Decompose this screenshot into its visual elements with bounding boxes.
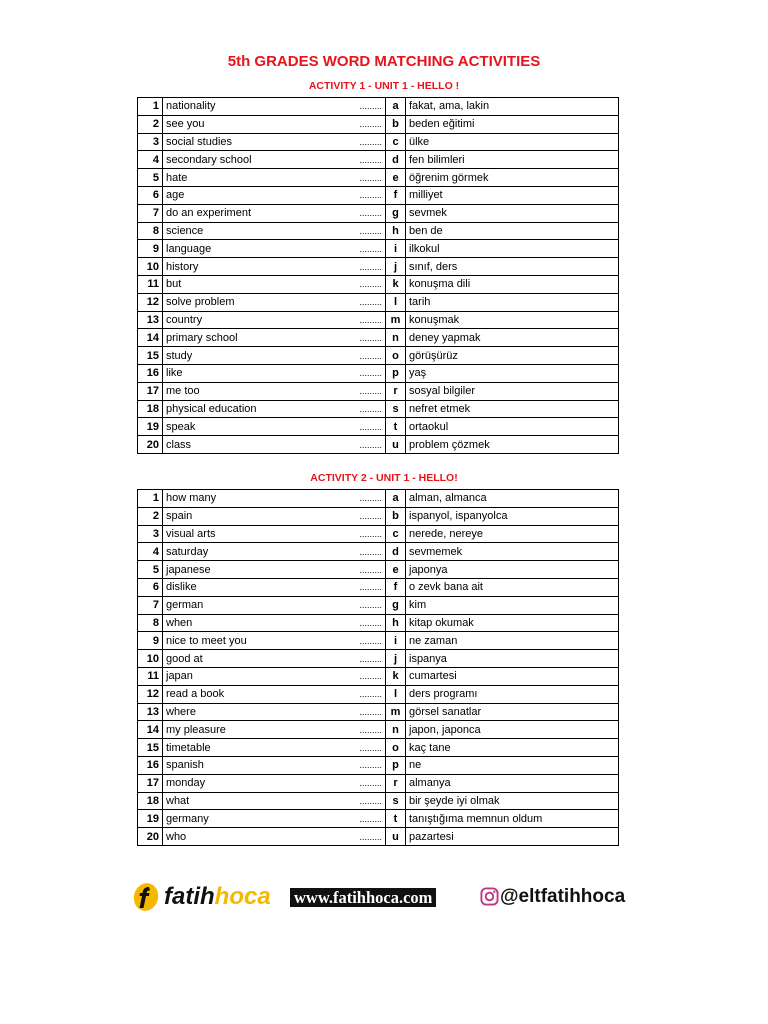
option-letter: f xyxy=(386,186,406,204)
table-row xyxy=(138,774,619,792)
english-word-cell xyxy=(163,258,386,276)
answer-blank[interactable]: ......... xyxy=(359,778,382,789)
english-word: secondary school xyxy=(166,153,252,166)
answer-blank[interactable]: ......... xyxy=(359,706,382,717)
table-row xyxy=(138,400,619,418)
english-word-cell xyxy=(163,204,386,222)
english-word-cell xyxy=(163,578,386,596)
item-number: 8 xyxy=(138,614,163,632)
option-letter: s xyxy=(386,792,406,810)
answer-blank[interactable]: ......... xyxy=(359,617,382,628)
answer-blank[interactable]: ......... xyxy=(359,582,382,593)
answer-blank[interactable]: ......... xyxy=(359,208,382,219)
turkish-meaning: tanıştığıma memnun oldum xyxy=(406,810,619,828)
english-word: dislike xyxy=(166,581,197,594)
english-word-cell xyxy=(163,703,386,721)
english-word-cell xyxy=(163,222,386,240)
answer-blank[interactable]: ......... xyxy=(359,386,382,397)
answer-blank[interactable]: ......... xyxy=(359,101,382,112)
option-letter: o xyxy=(386,739,406,757)
footer-branding xyxy=(130,880,630,916)
english-word: when xyxy=(166,616,193,629)
answer-blank[interactable]: ......... xyxy=(359,243,382,254)
item-number: 16 xyxy=(138,364,163,382)
table-row xyxy=(138,525,619,543)
item-number: 13 xyxy=(138,311,163,329)
option-letter: t xyxy=(386,810,406,828)
answer-blank[interactable]: ......... xyxy=(359,635,382,646)
turkish-meaning: ben de xyxy=(406,222,619,240)
table-row xyxy=(138,650,619,668)
english-word-cell xyxy=(163,650,386,668)
item-number: 1 xyxy=(138,490,163,508)
option-letter: p xyxy=(386,756,406,774)
activity-2-title: ACTIVITY 2 - UNIT 1 - HELLO! xyxy=(310,472,458,484)
table-row xyxy=(138,115,619,133)
item-number: 5 xyxy=(138,169,163,187)
turkish-meaning: problem çözmek xyxy=(406,436,619,454)
table-row xyxy=(138,703,619,721)
table-row xyxy=(138,240,619,258)
option-letter: m xyxy=(386,311,406,329)
turkish-meaning: cumartesi xyxy=(406,667,619,685)
item-number: 6 xyxy=(138,578,163,596)
table-row xyxy=(138,756,619,774)
english-word: age xyxy=(166,189,185,202)
english-word-cell xyxy=(163,347,386,365)
english-word: visual arts xyxy=(166,527,216,540)
table-row xyxy=(138,685,619,703)
turkish-meaning: ispanyol, ispanyolca xyxy=(406,507,619,525)
answer-blank[interactable]: ......... xyxy=(359,528,382,539)
english-word: physical education xyxy=(166,402,257,415)
option-letter: s xyxy=(386,400,406,418)
instagram-icon xyxy=(480,887,499,906)
turkish-meaning: milliyet xyxy=(406,186,619,204)
answer-blank[interactable]: ......... xyxy=(359,261,382,272)
item-number: 17 xyxy=(138,382,163,400)
answer-blank[interactable]: ......... xyxy=(359,511,382,522)
option-letter: b xyxy=(386,507,406,525)
option-letter: h xyxy=(386,222,406,240)
english-word: country xyxy=(166,313,203,326)
english-word: how many xyxy=(166,492,217,505)
english-word: my pleasure xyxy=(166,723,226,736)
table-row xyxy=(138,543,619,561)
answer-blank[interactable]: ......... xyxy=(359,172,382,183)
answer-blank[interactable]: ......... xyxy=(359,742,382,753)
item-number: 9 xyxy=(138,632,163,650)
option-letter: i xyxy=(386,240,406,258)
option-letter: i xyxy=(386,632,406,650)
item-number: 10 xyxy=(138,258,163,276)
option-letter: e xyxy=(386,169,406,187)
option-letter: j xyxy=(386,650,406,668)
english-word: primary school xyxy=(166,331,238,344)
english-word: what xyxy=(166,794,190,807)
activity-1-table xyxy=(137,97,619,454)
english-word: germany xyxy=(166,812,209,825)
activity-2-table xyxy=(137,489,619,846)
english-word-cell xyxy=(163,186,386,204)
item-number: 14 xyxy=(138,329,163,347)
english-word-cell xyxy=(163,382,386,400)
option-letter: k xyxy=(386,275,406,293)
table-row xyxy=(138,98,619,116)
english-word-cell xyxy=(163,490,386,508)
english-word-cell xyxy=(163,614,386,632)
english-word: japan xyxy=(166,670,193,683)
table-row xyxy=(138,275,619,293)
english-word-cell xyxy=(163,275,386,293)
item-number: 8 xyxy=(138,222,163,240)
answer-blank[interactable]: ......... xyxy=(359,190,382,201)
english-word-cell xyxy=(163,507,386,525)
turkish-meaning: nefret etmek xyxy=(406,400,619,418)
english-word-cell xyxy=(163,828,386,846)
activity-1-rows xyxy=(138,98,619,454)
answer-blank[interactable]: ......... xyxy=(359,297,382,308)
turkish-meaning: almanya xyxy=(406,774,619,792)
option-letter: j xyxy=(386,258,406,276)
table-row xyxy=(138,418,619,436)
option-letter: d xyxy=(386,543,406,561)
answer-blank[interactable]: ......... xyxy=(359,671,382,682)
turkish-meaning: yaş xyxy=(406,364,619,382)
option-letter: a xyxy=(386,98,406,116)
answer-blank[interactable]: ......... xyxy=(359,689,382,700)
turkish-meaning: ne xyxy=(406,756,619,774)
answer-blank[interactable]: ......... xyxy=(359,831,382,842)
option-letter: u xyxy=(386,436,406,454)
answer-blank[interactable]: ......... xyxy=(359,332,382,343)
item-number: 7 xyxy=(138,596,163,614)
answer-blank[interactable]: ......... xyxy=(359,439,382,450)
table-row xyxy=(138,382,619,400)
turkish-meaning: kitap okumak xyxy=(406,614,619,632)
item-number: 4 xyxy=(138,543,163,561)
answer-blank[interactable]: ......... xyxy=(359,421,382,432)
option-letter: a xyxy=(386,490,406,508)
turkish-meaning: ilkokul xyxy=(406,240,619,258)
answer-blank[interactable]: ......... xyxy=(359,225,382,236)
english-word: class xyxy=(166,438,192,451)
option-letter: n xyxy=(386,721,406,739)
item-number: 11 xyxy=(138,667,163,685)
table-row xyxy=(138,436,619,454)
item-number: 5 xyxy=(138,561,163,579)
answer-blank[interactable]: ......... xyxy=(359,724,382,735)
answer-blank[interactable]: ......... xyxy=(359,564,382,575)
table-row xyxy=(138,614,619,632)
table-row xyxy=(138,810,619,828)
option-letter: n xyxy=(386,329,406,347)
english-word-cell xyxy=(163,115,386,133)
item-number: 15 xyxy=(138,739,163,757)
table-row xyxy=(138,792,619,810)
answer-blank[interactable]: ......... xyxy=(359,154,382,165)
english-word: timetable xyxy=(166,741,211,754)
option-letter: m xyxy=(386,703,406,721)
english-word: language xyxy=(166,242,212,255)
english-word: hate xyxy=(166,171,188,184)
table-row xyxy=(138,258,619,276)
item-number: 19 xyxy=(138,418,163,436)
table-row xyxy=(138,507,619,525)
answer-blank[interactable]: ......... xyxy=(359,403,382,414)
english-word-cell xyxy=(163,774,386,792)
english-word-cell xyxy=(163,739,386,757)
option-letter: u xyxy=(386,828,406,846)
answer-blank[interactable]: ......... xyxy=(359,653,382,664)
item-number: 19 xyxy=(138,810,163,828)
english-word-cell xyxy=(163,667,386,685)
answer-blank[interactable]: ......... xyxy=(359,314,382,325)
english-word: but xyxy=(166,278,182,291)
turkish-meaning: beden eğitimi xyxy=(406,115,619,133)
english-word-cell xyxy=(163,98,386,116)
turkish-meaning: ülke xyxy=(406,133,619,151)
english-word: read a book xyxy=(166,688,225,701)
english-word-cell xyxy=(163,169,386,187)
table-row xyxy=(138,169,619,187)
item-number: 15 xyxy=(138,347,163,365)
table-row xyxy=(138,364,619,382)
answer-blank[interactable]: ......... xyxy=(359,136,382,147)
table-row xyxy=(138,828,619,846)
english-word: me too xyxy=(166,385,200,398)
option-letter: g xyxy=(386,204,406,222)
answer-blank[interactable]: ......... xyxy=(359,493,382,504)
english-word-cell xyxy=(163,293,386,311)
english-word: japanese xyxy=(166,563,211,576)
turkish-meaning: bir şeyde iyi olmak xyxy=(406,792,619,810)
option-letter: r xyxy=(386,774,406,792)
table-row xyxy=(138,347,619,365)
answer-blank[interactable]: ......... xyxy=(359,350,382,361)
answer-blank[interactable]: ......... xyxy=(359,600,382,611)
turkish-meaning: ortaokul xyxy=(406,418,619,436)
item-number: 12 xyxy=(138,685,163,703)
option-letter: d xyxy=(386,151,406,169)
table-row xyxy=(138,632,619,650)
option-letter: f xyxy=(386,578,406,596)
turkish-meaning: sevmemek xyxy=(406,543,619,561)
turkish-meaning: görüşürüz xyxy=(406,347,619,365)
english-word-cell xyxy=(163,151,386,169)
page-title: 5th GRADES WORD MATCHING ACTIVITIES xyxy=(227,53,541,70)
english-word-cell xyxy=(163,311,386,329)
table-row xyxy=(138,578,619,596)
table-row xyxy=(138,561,619,579)
turkish-meaning: sevmek xyxy=(406,204,619,222)
turkish-meaning: öğrenim görmek xyxy=(406,169,619,187)
table-row xyxy=(138,204,619,222)
turkish-meaning: sınıf, ders xyxy=(406,258,619,276)
table-row xyxy=(138,667,619,685)
turkish-meaning: o zevk bana ait xyxy=(406,578,619,596)
answer-blank[interactable]: ......... xyxy=(359,813,382,824)
english-word: study xyxy=(166,349,193,362)
table-row xyxy=(138,151,619,169)
turkish-meaning: nerede, nereye xyxy=(406,525,619,543)
activity-1-title: ACTIVITY 1 - UNIT 1 - HELLO ! xyxy=(308,80,460,92)
table-row xyxy=(138,311,619,329)
turkish-meaning: kim xyxy=(406,596,619,614)
turkish-meaning: kaç tane xyxy=(406,739,619,757)
turkish-meaning: görsel sanatlar xyxy=(406,703,619,721)
table-row xyxy=(138,739,619,757)
english-word: speak xyxy=(166,420,196,433)
option-letter: o xyxy=(386,347,406,365)
turkish-meaning: alman, almanca xyxy=(406,490,619,508)
english-word-cell xyxy=(163,810,386,828)
english-word: science xyxy=(166,224,204,237)
english-word-cell xyxy=(163,418,386,436)
item-number: 13 xyxy=(138,703,163,721)
english-word-cell xyxy=(163,525,386,543)
activity-2-rows xyxy=(138,490,619,846)
english-word-cell xyxy=(163,240,386,258)
english-word: nationality xyxy=(166,100,216,113)
item-number: 9 xyxy=(138,240,163,258)
english-word: good at xyxy=(166,652,203,665)
item-number: 20 xyxy=(138,436,163,454)
option-letter: b xyxy=(386,115,406,133)
english-word-cell xyxy=(163,543,386,561)
option-letter: r xyxy=(386,382,406,400)
english-word-cell xyxy=(163,133,386,151)
english-word: where xyxy=(166,705,196,718)
answer-blank[interactable]: ......... xyxy=(359,119,382,130)
turkish-meaning: fen bilimleri xyxy=(406,151,619,169)
item-number: 3 xyxy=(138,525,163,543)
answer-blank[interactable]: ......... xyxy=(359,368,382,379)
turkish-meaning: konuşmak xyxy=(406,311,619,329)
turkish-meaning: tarih xyxy=(406,293,619,311)
brand-name-part1: fatih xyxy=(164,883,215,910)
item-number: 6 xyxy=(138,186,163,204)
option-letter: l xyxy=(386,685,406,703)
english-word-cell xyxy=(163,721,386,739)
option-letter: h xyxy=(386,614,406,632)
turkish-meaning: konuşma dili xyxy=(406,275,619,293)
turkish-meaning: pazartesi xyxy=(406,828,619,846)
turkish-meaning: japonya xyxy=(406,561,619,579)
english-word: saturday xyxy=(166,545,209,558)
english-word: see you xyxy=(166,118,205,131)
item-number: 12 xyxy=(138,293,163,311)
item-number: 17 xyxy=(138,774,163,792)
answer-blank[interactable]: ......... xyxy=(359,795,382,806)
english-word: do an experiment xyxy=(166,207,251,220)
table-row xyxy=(138,222,619,240)
english-word: spanish xyxy=(166,759,204,772)
table-row xyxy=(138,721,619,739)
turkish-meaning: fakat, ama, lakin xyxy=(406,98,619,116)
turkish-meaning: ispanya xyxy=(406,650,619,668)
english-word-cell xyxy=(163,364,386,382)
table-row xyxy=(138,133,619,151)
item-number: 14 xyxy=(138,721,163,739)
english-word-cell xyxy=(163,756,386,774)
brand-name xyxy=(164,882,271,912)
english-word: who xyxy=(166,830,187,843)
item-number: 1 xyxy=(138,98,163,116)
english-word-cell xyxy=(163,596,386,614)
answer-blank[interactable]: ......... xyxy=(359,760,382,771)
table-row xyxy=(138,596,619,614)
option-letter: l xyxy=(386,293,406,311)
english-word-cell xyxy=(163,561,386,579)
table-row xyxy=(138,293,619,311)
english-word: solve problem xyxy=(166,296,235,309)
english-word-cell xyxy=(163,632,386,650)
table-row xyxy=(138,186,619,204)
english-word-cell xyxy=(163,792,386,810)
answer-blank[interactable]: ......... xyxy=(359,279,382,290)
option-letter: c xyxy=(386,525,406,543)
english-word: history xyxy=(166,260,199,273)
turkish-meaning: japon, japonca xyxy=(406,721,619,739)
item-number: 11 xyxy=(138,275,163,293)
table-row xyxy=(138,490,619,508)
social-handle[interactable]: @eltfatihhoca xyxy=(500,886,626,907)
english-word: like xyxy=(166,367,183,380)
item-number: 2 xyxy=(138,507,163,525)
english-word-cell xyxy=(163,436,386,454)
item-number: 18 xyxy=(138,792,163,810)
english-word-cell xyxy=(163,685,386,703)
english-word: social studies xyxy=(166,135,233,148)
english-word: german xyxy=(166,599,204,612)
table-row xyxy=(138,329,619,347)
turkish-meaning: sosyal bilgiler xyxy=(406,382,619,400)
english-word-cell xyxy=(163,329,386,347)
item-number: 7 xyxy=(138,204,163,222)
turkish-meaning: deney yapmak xyxy=(406,329,619,347)
item-number: 4 xyxy=(138,151,163,169)
item-number: 20 xyxy=(138,828,163,846)
item-number: 10 xyxy=(138,650,163,668)
option-letter: t xyxy=(386,418,406,436)
option-letter: k xyxy=(386,667,406,685)
item-number: 16 xyxy=(138,756,163,774)
option-letter: c xyxy=(386,133,406,151)
brand-name-part2: hoca xyxy=(214,883,271,910)
english-word-cell xyxy=(163,400,386,418)
turkish-meaning: ne zaman xyxy=(406,632,619,650)
english-word: monday xyxy=(166,777,206,790)
english-word: spain xyxy=(166,510,193,523)
answer-blank[interactable]: ......... xyxy=(359,546,382,557)
option-letter: g xyxy=(386,596,406,614)
website-link[interactable]: www.fatihhoca.com xyxy=(290,888,436,907)
option-letter: p xyxy=(386,364,406,382)
item-number: 18 xyxy=(138,400,163,418)
item-number: 3 xyxy=(138,133,163,151)
item-number: 2 xyxy=(138,115,163,133)
fatihhoca-f-logo-icon xyxy=(132,882,160,912)
turkish-meaning: ders programı xyxy=(406,685,619,703)
option-letter: e xyxy=(386,561,406,579)
english-word: nice to meet you xyxy=(166,634,247,647)
